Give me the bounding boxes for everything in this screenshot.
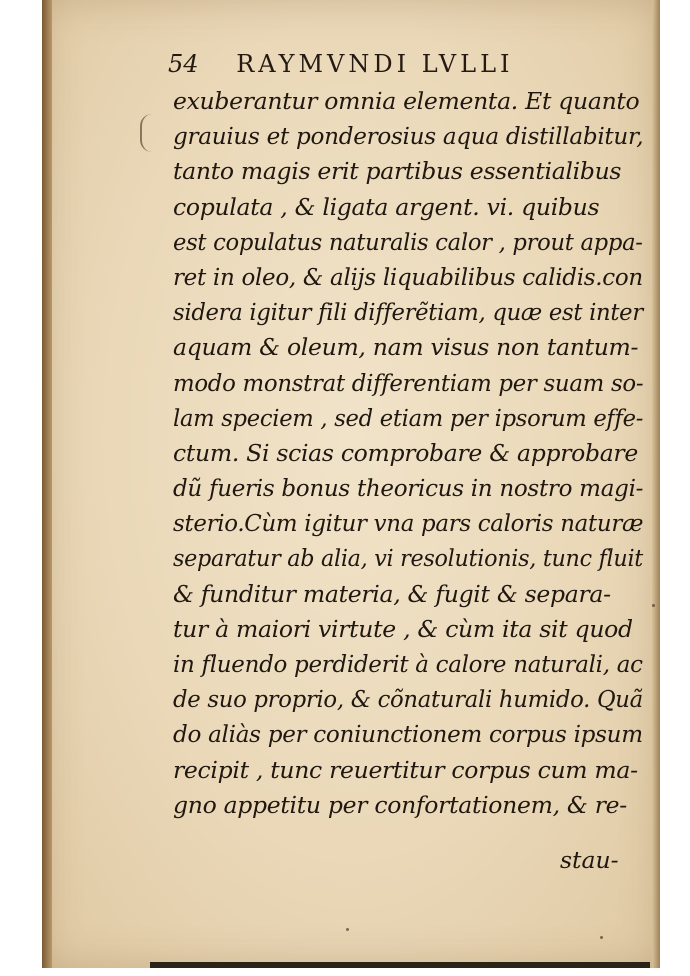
- bottom-edge-shadow: [150, 962, 650, 968]
- text-line: in fluendo perdiderit à calore naturali, ac: [173, 650, 643, 678]
- text-line: tanto magis erit partibus essentialibus: [173, 157, 622, 186]
- text-line: sterio.Cùm igitur vna pars caloris naturæ: [173, 509, 644, 538]
- text-line: sidera igitur fili differẽtiam, quæ est inter: [173, 298, 643, 327]
- text-line: ctum. Si scias comprobare & approbare: [173, 438, 638, 467]
- speck: [346, 928, 349, 931]
- text-line: & funditur materia, & fugit & separa-: [173, 579, 611, 608]
- body-text: [173, 84, 643, 823]
- text-line: recipit , tunc reuertitur corpus cum ma-: [173, 755, 638, 784]
- text-line: de suo proprio, & cõnaturali humido. Quã: [173, 685, 643, 714]
- text-line: separatur ab alia, vi resolutionis, tunc fluit: [173, 544, 643, 573]
- text-line: est copulatus naturalis calor , prout appa-: [173, 227, 643, 256]
- catchword: stau-: [560, 846, 619, 874]
- text-line: ret in oleo, & alijs liquabilibus calidis.con: [173, 262, 643, 291]
- speck: [652, 604, 655, 607]
- binding-gutter: [42, 0, 52, 968]
- page-edge: [652, 0, 660, 968]
- page-number: 54: [168, 50, 199, 78]
- text-line: grauius et ponderosius aqua distillabitur,: [173, 122, 644, 151]
- text-line: copulata , & ligata argent. vi. quibus: [173, 192, 600, 221]
- text-line: lam speciem , sed etiam per ipsorum effe-: [173, 403, 644, 432]
- text-line: tur à maiori virtute , & cùm ita sit quod: [173, 614, 633, 643]
- text-line: exuberantur omnia elementa. Et quanto: [173, 87, 640, 115]
- running-title: RAYMVNDI LVLLI: [236, 50, 514, 78]
- text-line: modo monstrat differentiam per suam so-: [173, 368, 644, 397]
- speck: [600, 936, 603, 939]
- text-line: dũ fueris bonus theoricus in nostro magi-: [173, 474, 644, 503]
- text-line: gno appetitu per confortationem, & re-: [173, 790, 627, 819]
- running-head: [168, 50, 598, 78]
- text-line: aquam & oleum, nam visus non tantum-: [173, 333, 639, 362]
- text-line: do aliàs per coniunctionem corpus ipsum: [173, 720, 643, 749]
- margin-bracket-mark: [140, 114, 156, 152]
